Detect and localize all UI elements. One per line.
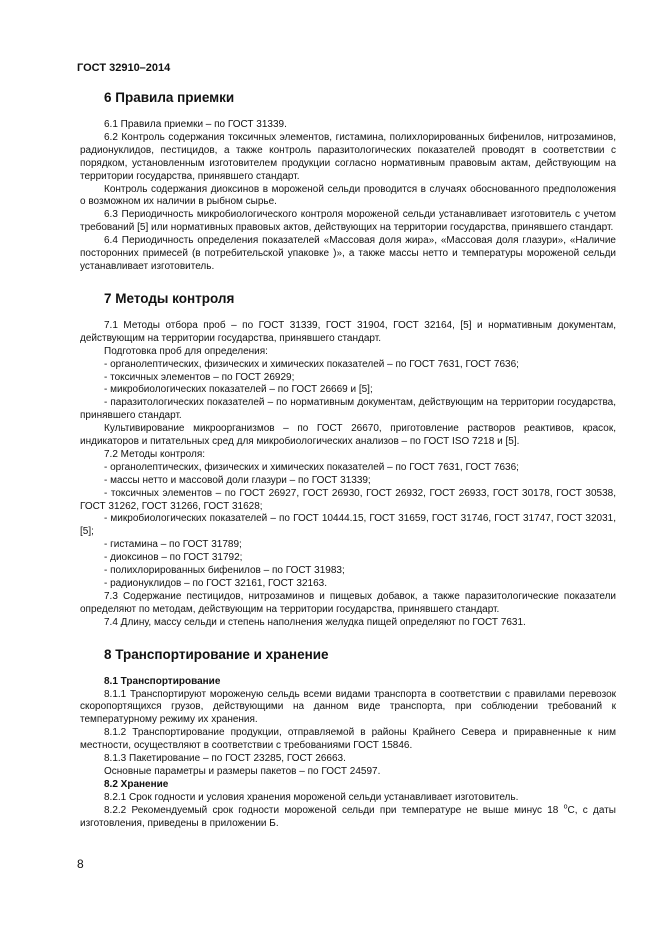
list-item: - органолептических, физических и химических показателей – по ГОСТ 7631, ГОСТ 7636;: [104, 358, 519, 370]
page-content: [80, 82, 616, 831]
paragraph: 8.2.1 Срок годности и условия хранения мороженой сельди устанавливает изготовитель.: [104, 791, 519, 803]
paragraph: 6.2 Контроль содержания токсичных элементов, гистамина, полихлорированных бифенилов, нитрозаминов, радионуклидов, пестицидов, а также контроль паразитологических показателей проводят в соответствии с порядком, установленным изготовителем продукции согласно нормативным правовым актам, действующим на территории государства, принявшего стандарт.: [80, 131, 616, 182]
section-8: [80, 647, 616, 831]
paragraph: 8.1.1 Транспортируют мороженую сельдь всеми видами транспорта в соответствии с правилами перевозок скоропортящихся грузов, действующими на данном виде транспорта, при соблюдении требований к температурному режиму их хранения.: [80, 688, 616, 726]
paragraph: Основные параметры и размеры пакетов – по ГОСТ 24597.: [104, 765, 381, 777]
paragraph: Подготовка проб для определения:: [104, 345, 268, 357]
document-code: ГОСТ 32910–2014: [77, 62, 171, 74]
paragraph: [80, 805, 616, 831]
list-item: - массы нетто и массовой доли глазури – по ГОСТ 31339;: [104, 474, 371, 486]
section-6: [80, 90, 616, 274]
section-7-title: 7 Методы контроля: [104, 290, 235, 306]
subsection-title: 8.1 Транспортирование: [104, 675, 221, 687]
section-7: [80, 291, 616, 630]
paragraph: 7.1 Методы отбора проб – по ГОСТ 31339, ГОСТ 31904, ГОСТ 32164, [5] и нормативным документам, действующим на территории государства, принявшего стандарт.: [80, 319, 616, 344]
page-number: 8: [77, 857, 84, 871]
list-item: - токсичных элементов – по ГОСТ 26927, ГОСТ 26930, ГОСТ 26932, ГОСТ 26933, ГОСТ 30178, ГОСТ 30538, ГОСТ 31262, ГОСТ 31266, ГОСТ 31628;: [80, 487, 616, 512]
paragraph-text: С, с даты изготовления, приведены в приложении Б.: [80, 804, 616, 829]
paragraph: 7.4 Длину, массу сельди и степень наполнения желудка пищей определяют по ГОСТ 7631.: [104, 616, 526, 628]
paragraph: 8.1.2 Транспортирование продукции, отправляемой в районы Крайнего Севера и приравненные к ним местности, осуществляют в соответствии с требованиями ГОСТ 15846.: [80, 727, 616, 752]
list-item: - токсичных элементов – по ГОСТ 26929;: [104, 371, 295, 383]
list-item: - диоксинов – по ГОСТ 31792;: [104, 552, 243, 564]
degree-mark: о: [563, 803, 568, 811]
paragraph: 7.2 Методы контроля:: [104, 448, 206, 460]
paragraph: 8.1.3 Пакетирование – по ГОСТ 23285, ГОСТ 26663.: [104, 753, 346, 765]
paragraph: 7.3 Содержание пестицидов, нитрозаминов и пищевых добавок, а также паразитологические показатели определяют по методам, действующим на территории государства, принявшего стандарт.: [80, 590, 616, 615]
list-item: - гистамина – по ГОСТ 31789;: [104, 539, 242, 551]
paragraph: 6.4 Периодичность определения показателей «Массовая доля жира», «Массовая доля глазури», «Наличие посторонних примесей (в потребительской упаковке )», а также массы нетто и температуры мороженой сельди устанавливает изготовитель.: [80, 235, 616, 272]
list-item: - паразитологических показателей – по нормативным документам, действующим на территории государства, принявшего стандарт.: [80, 397, 616, 422]
section-8-title: 8 Транспортирование и хранение: [104, 646, 329, 662]
list-item: - полихлорированных бифенилов – по ГОСТ 31983;: [104, 565, 345, 577]
paragraph: Культивирование микроорганизмов – по ГОСТ 26670, приготовление растворов реактивов, красок, индикаторов и питательных сред для микробиологических анализов – по ГОСТ ISO 7218 и [5].: [80, 423, 616, 448]
list-item: - микробиологических показателей – по ГОСТ 26669 и [5];: [104, 384, 373, 396]
paragraph: Контроль содержания диоксинов в мороженой сельди проводится в случаях обоснованного предположения о возможном их наличии в рыбном сырье.: [80, 183, 616, 208]
list-item: - органолептических, физических и химических показателей – по ГОСТ 7631, ГОСТ 7636;: [104, 461, 519, 473]
section-6-title: 6 Правила приемки: [104, 90, 235, 105]
paragraph-text: 8.2.2 Рекомендуемый срок годности мороженой сельди при температуре не выше минус 18: [104, 804, 564, 816]
paragraph: 6.1 Правила приемки – по ГОСТ 31339.: [104, 119, 287, 130]
paragraph: 6.3 Периодичность микробиологического контроля мороженой сельди устанавливает изготовитель с учетом требований [5] или нормативных правовых актов, действующих на территории государства, принявшего стандарт.: [80, 209, 616, 234]
subsection-title: 8.2 Хранение: [104, 778, 169, 790]
list-item: - радионуклидов – по ГОСТ 32161, ГОСТ 32163.: [104, 578, 327, 589]
list-item: - микробиологических показателей – по ГОСТ 10444.15, ГОСТ 31659, ГОСТ 31746, ГОСТ 31747, ГОСТ 32031, [5];: [80, 513, 616, 538]
